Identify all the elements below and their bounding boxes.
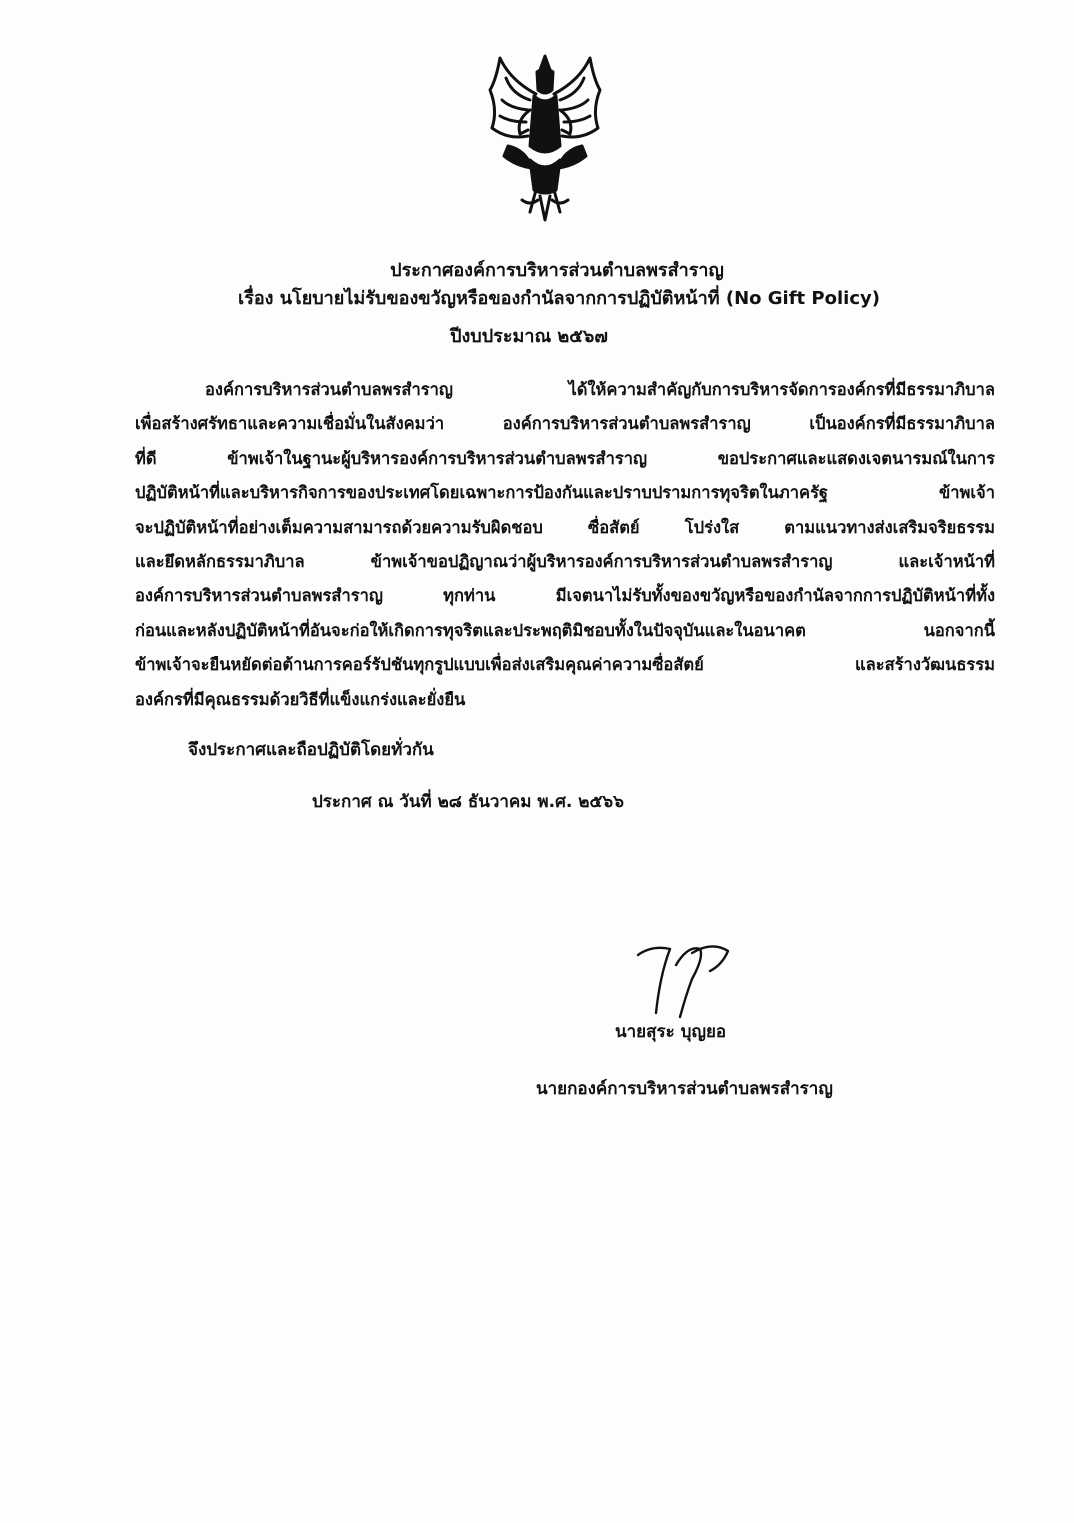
closing-statement: จึงประกาศและถือปฏิบัติโดยทั่วกัน — [188, 740, 434, 760]
body-line: เพื่อสร้างศรัทธาและความเชื่อมั่นในสังคมว่า องค์การบริหารส่วนตำบลพรสำราญ เป็นองค์กรที่มีธรรมาภิบาล — [135, 414, 995, 434]
heading-subject: เรื่อง นโยบายไม่รับของขวัญหรือของกำนัลจากการปฏิบัติหน้าที่ (No Gift Policy) — [238, 288, 880, 309]
body-line: จะปฏิบัติหน้าที่อย่างเต็มความสามารถด้วยความรับผิดชอบ ซื่อสัตย์ โปร่งใส ตามแนวทางส่งเสริมจริยธรรม — [135, 517, 995, 537]
body-line: ข้าพเจ้าจะยืนหยัดต่อต้านการคอร์รัปชันทุกรูปแบบเพื่อส่งเสริมคุณค่าความซื่อสัตย์ และสร้างวัฒนธรรม — [135, 655, 995, 675]
heading-title: ประกาศองค์การบริหารส่วนตำบลพรสำราญ — [390, 260, 724, 281]
signer-name: นายสุระ บุญยอ — [615, 1022, 727, 1042]
heading-fiscal-year: ปีงบประมาณ ๒๕๖๗ — [450, 326, 608, 347]
body-line: องค์การบริหารส่วนตำบลพรสำราญ ทุกท่าน มีเจตนาไม่รับทั้งของขวัญหรือของกำนัลจากการปฏิบัติหน้าที่ทั้ง — [135, 586, 995, 606]
body-line: องค์การบริหารส่วนตำบลพรสำราญ ได้ให้ความสำคัญกับการบริหารจัดการองค์กรที่มีธรรมาภิบาล — [205, 380, 995, 399]
body-line: ก่อนและหลังปฏิบัติหน้าที่อันจะก่อให้เกิดการทุจริตและประพฤติมิชอบทั้งในปัจจุบันและในอนาคต นอกจากนี้ — [135, 620, 995, 640]
garuda-emblem-icon — [470, 50, 620, 222]
body-line: องค์กรที่มีคุณธรรมด้วยวิธีที่แข็งแกร่งและยั่งยืน — [135, 689, 466, 709]
body-line: และยึดหลักธรรมาภิบาล ข้าพเจ้าขอปฏิญาณว่าผู้บริหารองค์การบริหารส่วนตำบลพรสำราญ และเจ้าหน้าที่ — [135, 551, 995, 571]
signer-title: นายกองค์การบริหารส่วนตำบลพรสำราญ — [536, 1079, 833, 1099]
body-line: ปฏิบัติหน้าที่และบริหารกิจการของประเทศโดยเฉพาะการป้องกันและปราบปรามการทุจริตในภาครัฐ ข้าพเจ้า — [135, 483, 995, 503]
announcement-body — [135, 373, 995, 717]
body-line: ที่ดี ข้าพเจ้าในฐานะผู้บริหารองค์การบริหารส่วนตำบลพรสำราญ ขอประกาศและแสดงเจตนารมณ์ในการ — [135, 448, 995, 468]
announcement-date: ประกาศ ณ วันที่ ๒๘ ธันวาคม พ.ศ. ๒๕๖๖ — [312, 792, 624, 812]
signature-icon — [630, 935, 750, 1025]
